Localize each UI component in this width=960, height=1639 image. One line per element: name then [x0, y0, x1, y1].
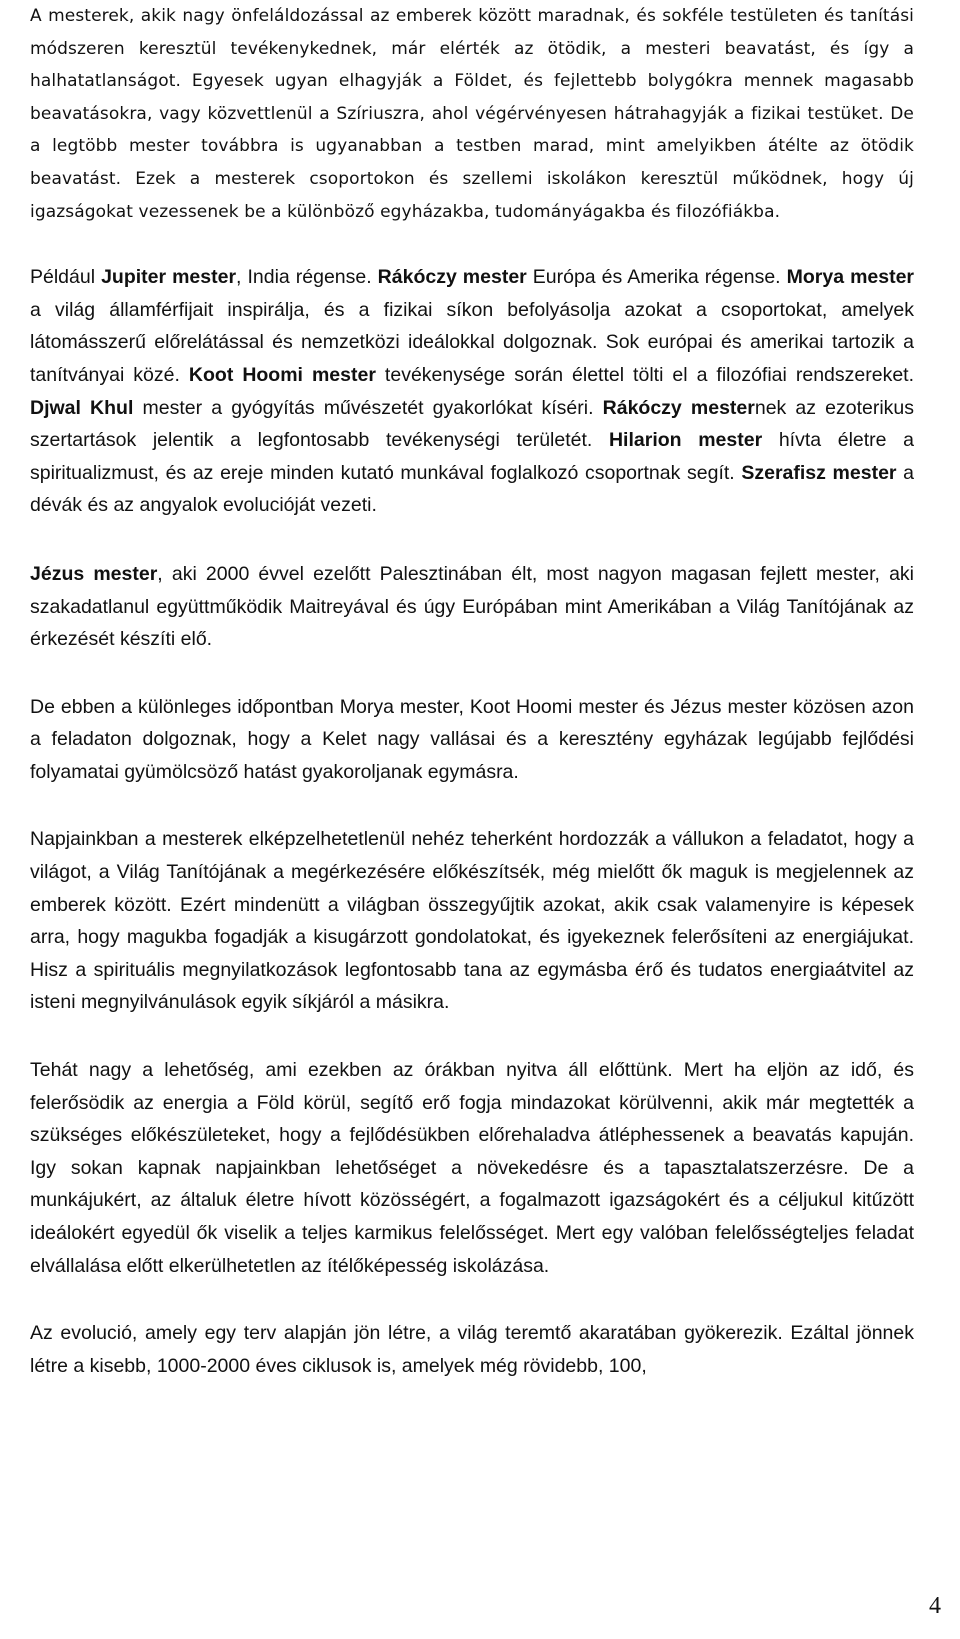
text-segment: Európa és Amerika régense.	[526, 266, 787, 289]
name-koot-hoomi-master: Koot Hoomi mester	[188, 363, 376, 386]
paragraph-masters-overview: A mesterek, akik nagy önfeláldozással az emberek között maradnak, és sokféle testületen és tanítási módszeren keresztül tevékenykednek, már elérték az ötödik, a mesteri beavatást, és így a halhatatlanságot. Egyesek ugyan elhagyják a Földet, és fejlettebb bolygókra mennek magasabb beavatásokra, vagy közvettlenül a Szíriuszra, ahol végérvényesen hátrahagyják a fizikai testüket. De a legtöbb mester továbbra is ugyanabban a testben marad, mint amelyikben átélte az ötödik beavatást. Ezek a mesterek csoportokon és szellemi iskolákon keresztül működnek, hogy új igazságokat vezessenek be a különböző egyházakba, tudományágakba és filozófiákba.	[30, 6, 914, 222]
page-number: 4	[929, 1593, 941, 1619]
text-segment: mester a gyógyítás művészetét gyakorlókat kíséri.	[133, 396, 603, 419]
paragraph-evolution: Az evolució, amely egy terv alapján jön létre, a világ teremtő akaratában gyökerezik. Ezáltal jönnek létre a kisebb, 1000-2000 éves ciklusok is, amelyek még rövidebb, 100,	[30, 1322, 914, 1377]
text-segment: nek az ezoterikus szertartások jelentik a legfontosabb tevékenységi területét.	[30, 396, 915, 452]
name-rakoczy-master: Rákóczy mester	[377, 266, 527, 289]
name-jezus-master: Jézus mester	[30, 562, 158, 585]
paragraph-masters-list	[30, 261, 914, 522]
paragraph-jesus-master	[30, 558, 914, 656]
text-segment: tevékenysége során élettel tölti el a filozófiai rendszereket.	[375, 363, 914, 386]
name-hilarion-master: Hilarion mester	[608, 429, 763, 452]
name-jupiter-master: Jupiter mester	[101, 266, 237, 289]
text-segment: hívta életre a spiritualizmust, és az ereje minden kutató munkával foglalkozó csoportnak segít.	[30, 429, 914, 484]
text-segment: a világ államférfijait inspirálja, és a fizikai síkon befolyásolja azokat a csoportokat, amelyek látomásszerű előrelátással és nemzetközi ideálokkal dolgoznak. Sok európai és amerikai tartozik a tanítványai közé.	[30, 298, 914, 386]
text-segment: , India régense.	[236, 266, 378, 289]
name-morya-master: Morya mester	[786, 266, 915, 289]
name-szerafisz-master: Szerafisz mester	[741, 461, 897, 484]
name-rakoczy-master-2: Rákóczy mester	[602, 396, 755, 419]
paragraph-preparation: Napjainkban a mesterek elképzelhetetlenül nehéz teherként hordozzák a vállukon a feladatot, hogy a világot, a Világ Tanítójának a megérkezésére előkészítsék, még mielőtt ők maguk is megjelennek az emberek között. Ezért mindenütt a világban összegyűjtik azokat, akik csak valamenyire is képesek arra, hogy magukba fogadják a kisugárzott gondolatokat, és igyekeznek felerősíteni az energiájukat. Hisz a spirituális megnyilatkozások legfontosabb tana az egymásba érő és tudatos energiaátvitel az isteni megnyilvánulások egyik síkjáról a másikra.	[30, 828, 914, 1014]
document-page	[30, 0, 914, 1382]
paragraph-opportunity: Tehát nagy a lehetőség, ami ezekben az órákban nyitva áll előttünk. Mert ha eljön az idő, és felerősödik az energia a Föld körül, segítő erő fogja mindazokat körülvenni, akik már megtették a szükséges előkészületeket, hogy a fejlődésükben előrehaladva átléphessenek a beavatás kapuján. Igy sokan kapnak napjainkban lehetőséget a növekedésre és a tapasztalatszerzésre. De a munkájukért, az általuk életre hívott közösségért, a fogalmazott igazságokért és a céljukul kitűzött ideálokért egyedül ők viselik a teljes karmikus felelősséget. Mert egy valóban felelősségteljes feladat elvállalása előtt elkerülhetetlen az ítélőképesség iskolázása.	[30, 1059, 914, 1277]
paragraph-joint-work: De ebben a különleges időpontban Morya mester, Koot Hoomi mester és Jézus mester közösen azon a feladaton dolgoznak, hogy a Kelet nagy vallásai és a keresztény egyházak legújabb fejlődési folyamatai gyümölcsöző hatást gyakoroljanak egymásra.	[30, 695, 914, 783]
text-segment: Például	[30, 266, 102, 289]
text-segment: a dévák és az angyalok evolucióját vezeti.	[30, 461, 914, 517]
name-djwal-khul: Djwal Khul	[30, 396, 134, 419]
text-segment: , aki 2000 évvel ezelőtt Palesztinában élt, most nagyon magasan fejlett mester, aki szakadatlanul együttműködik Maitreyával és úgy Európában mint Amerikában a Világ Tanítójának az érkezését készíti elő.	[30, 562, 914, 651]
